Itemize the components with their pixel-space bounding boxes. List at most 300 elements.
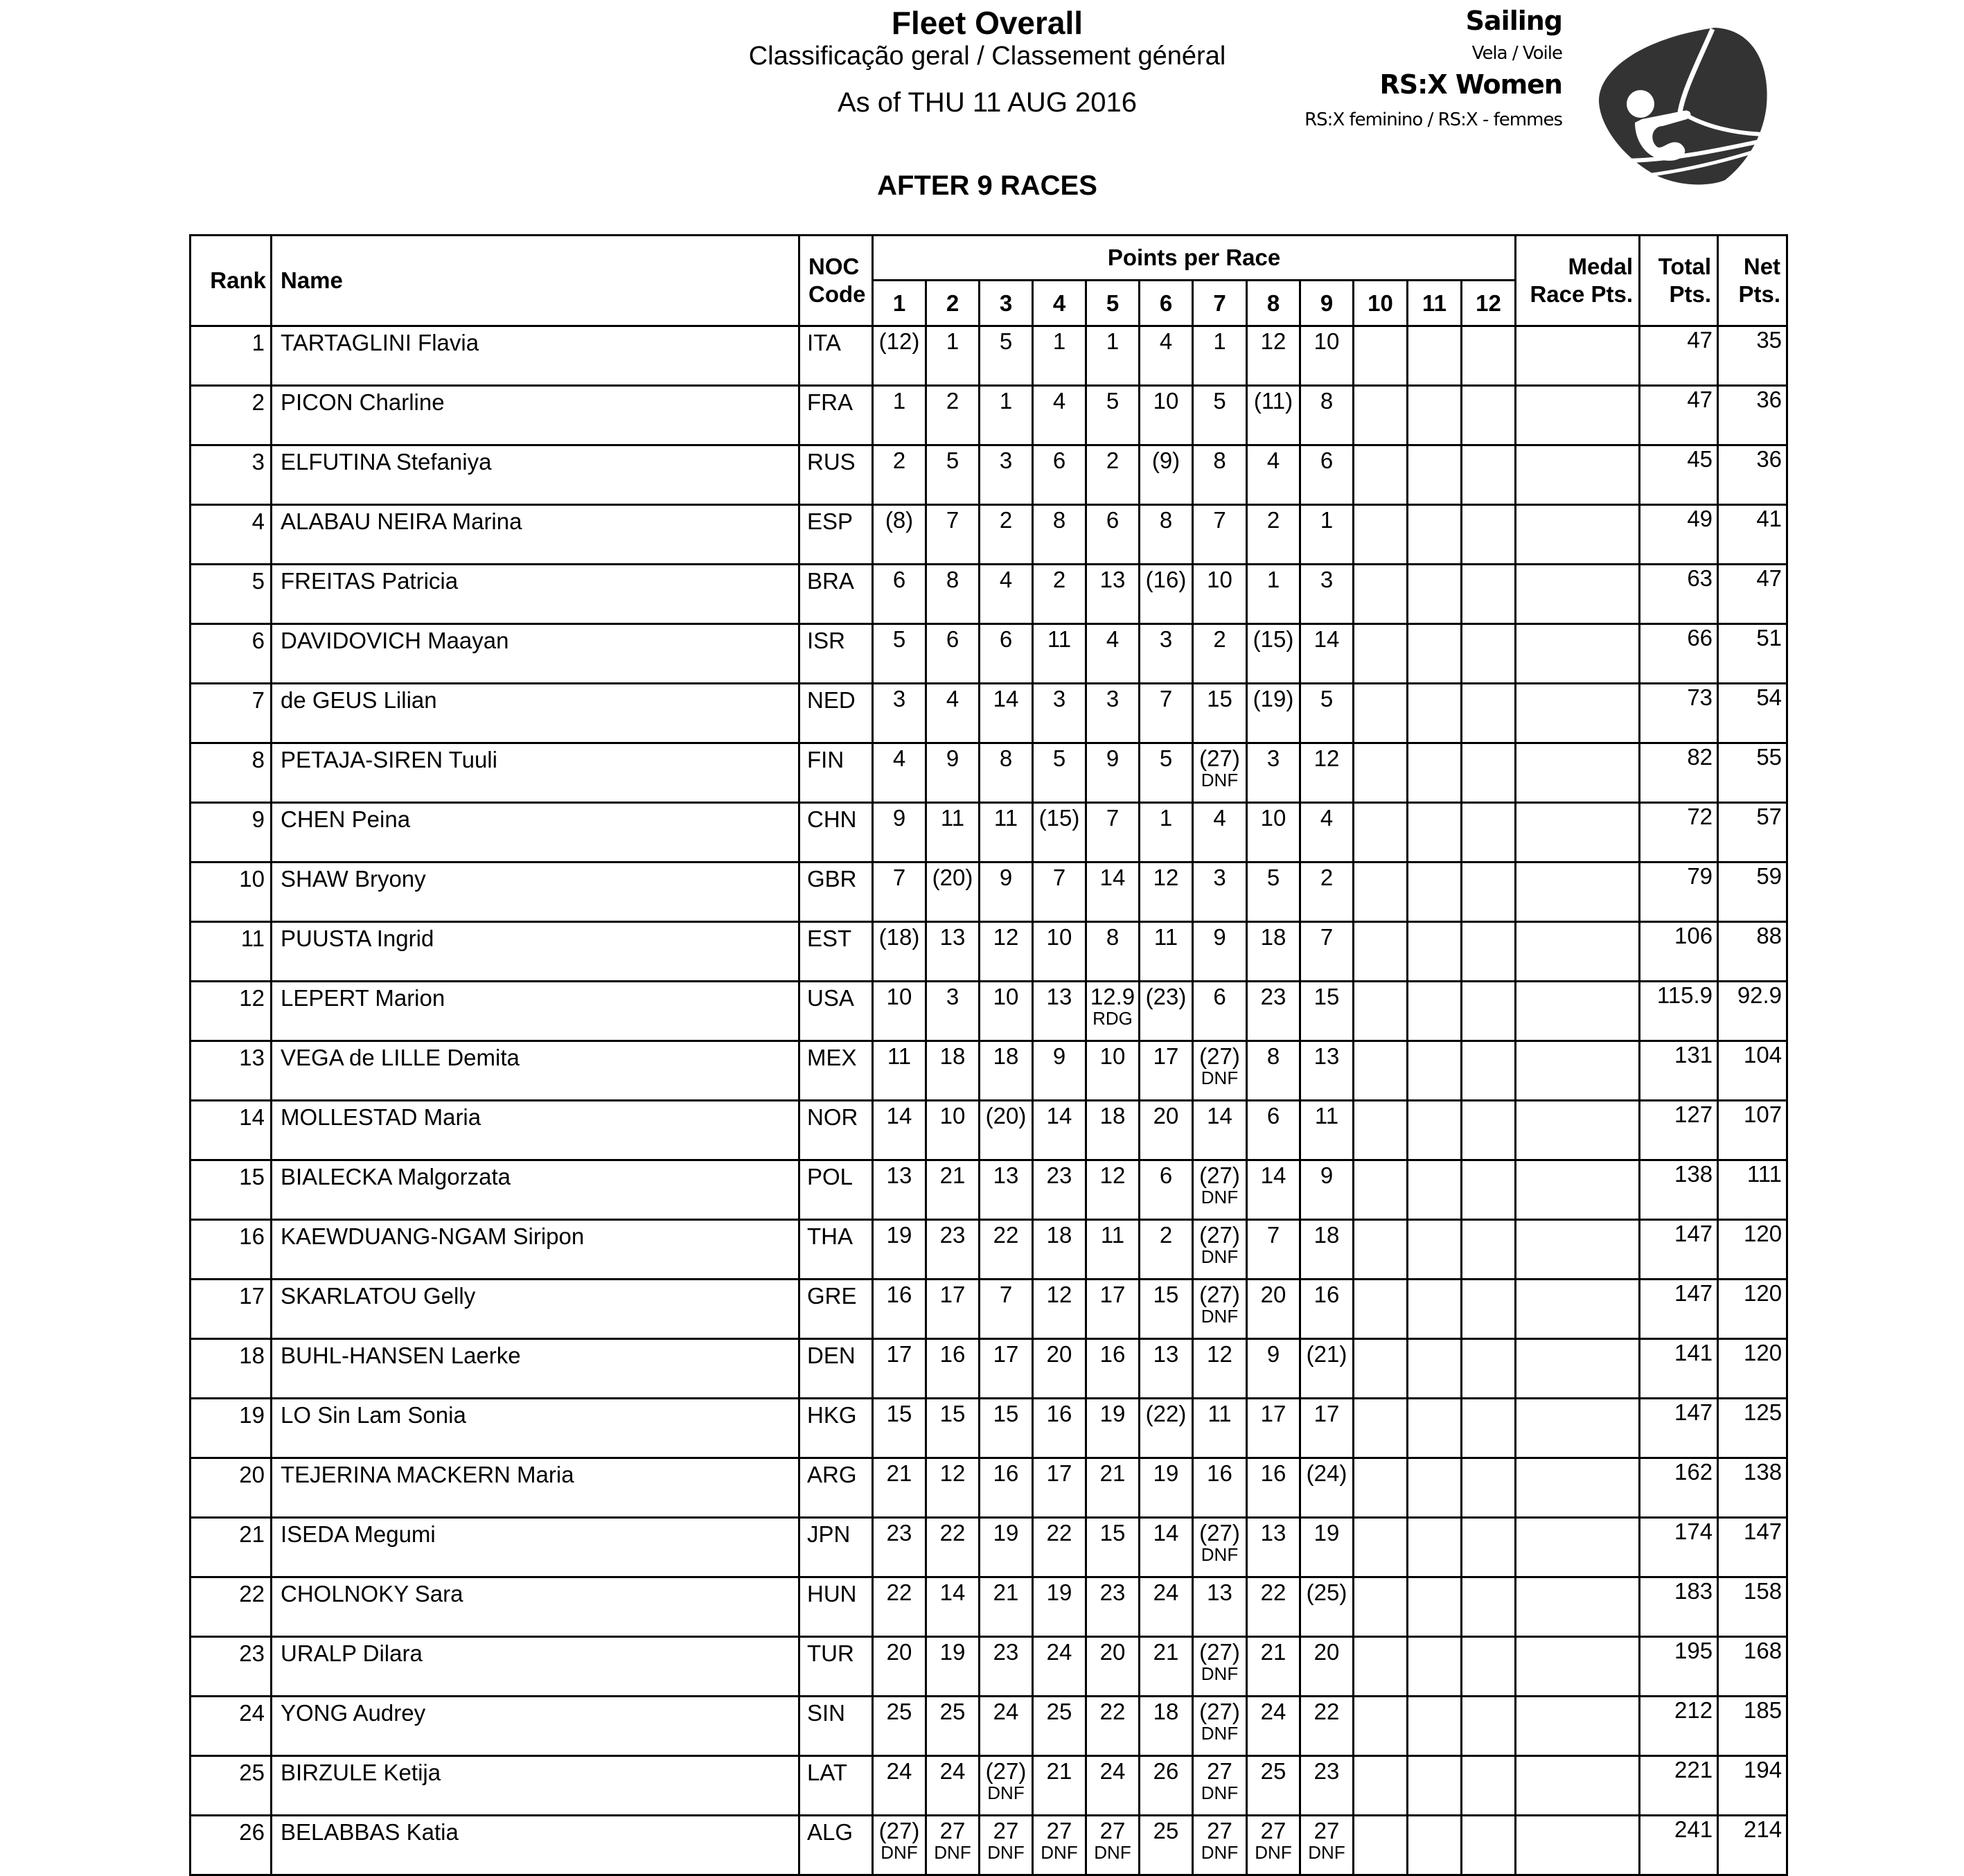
race-points: 8 xyxy=(1266,1043,1280,1069)
race-points: 10 xyxy=(1153,388,1179,414)
noc-cell: DEN xyxy=(799,1339,873,1399)
race-points-cell xyxy=(1033,565,1086,624)
race-points-cell xyxy=(1300,1220,1354,1280)
race-points: (27) xyxy=(1199,1639,1240,1665)
total-points-cell: 63 xyxy=(1640,565,1718,624)
race-points: 18 xyxy=(1046,1222,1072,1248)
race-points: 4 xyxy=(946,686,959,711)
race-points: 24 xyxy=(1046,1639,1072,1665)
medal-race-cell xyxy=(1516,1399,1640,1458)
page-subtitle: Classificação geral / Classement général xyxy=(748,42,1226,71)
race-points-cell xyxy=(1140,1637,1193,1697)
medal-race-cell xyxy=(1516,624,1640,684)
race-points-cell xyxy=(980,386,1033,445)
penalty-code: DNF xyxy=(987,1782,1025,1803)
total-points-cell: 49 xyxy=(1640,505,1718,565)
race-points: 11 xyxy=(1153,924,1178,950)
rank-cell: 4 xyxy=(191,505,272,565)
net-points-cell: 104 xyxy=(1718,1041,1787,1101)
race-points: 8 xyxy=(1106,924,1120,950)
total-points-cell: 141 xyxy=(1640,1339,1718,1399)
race-points: 18 xyxy=(939,1043,966,1069)
race-points-cell xyxy=(1462,565,1516,624)
race-points-cell xyxy=(1247,684,1300,743)
name-cell: ISEDA Megumi xyxy=(272,1518,799,1577)
race-points-cell xyxy=(980,743,1033,803)
race-points-cell xyxy=(1408,803,1462,862)
race-points-cell xyxy=(1408,624,1462,684)
race-points-cell xyxy=(1408,445,1462,505)
rank-cell: 10 xyxy=(191,862,272,922)
net-points-cell: 54 xyxy=(1718,684,1787,743)
medal-race-cell xyxy=(1516,445,1640,505)
race-points-cell xyxy=(1408,386,1462,445)
race-points-cell xyxy=(1247,1339,1300,1399)
race-points: 22 xyxy=(939,1520,966,1546)
rank-cell: 19 xyxy=(191,1399,272,1458)
race-points-cell xyxy=(1033,684,1086,743)
race-points-cell xyxy=(1462,1041,1516,1101)
race-points: 15 xyxy=(886,1401,912,1426)
race-points-cell xyxy=(1086,386,1140,445)
col-header-race-5: 5 xyxy=(1086,281,1140,326)
race-points-cell xyxy=(1462,803,1516,862)
race-points: (27) xyxy=(1199,1282,1240,1307)
noc-cell: LAT xyxy=(799,1756,873,1816)
race-points: 14 xyxy=(993,686,1019,711)
race-points: 14 xyxy=(886,1103,912,1129)
race-points: 2 xyxy=(1213,626,1226,652)
race-points-cell xyxy=(1140,743,1193,803)
race-points: 20 xyxy=(886,1639,912,1665)
race-points-cell xyxy=(1033,862,1086,922)
race-points: 7 xyxy=(1052,865,1066,890)
race-points-cell xyxy=(1140,326,1193,386)
noc-cell: EST xyxy=(799,922,873,982)
race-points-cell xyxy=(1408,862,1462,922)
name-cell: de GEUS Lilian xyxy=(272,684,799,743)
table-row xyxy=(191,386,1787,445)
as-of-date: As of THU 11 AUG 2016 xyxy=(837,87,1138,118)
race-points-cell xyxy=(980,1697,1033,1756)
table-row xyxy=(191,505,1787,565)
race-points-cell xyxy=(926,1280,980,1339)
event-translation: RS:X feminino / RS:X - femmes xyxy=(1304,109,1562,130)
penalty-code: DNF xyxy=(1201,1187,1239,1207)
total-points-cell: 147 xyxy=(1640,1399,1718,1458)
race-points: (27) xyxy=(1199,1162,1240,1188)
race-points: (23) xyxy=(1145,984,1187,1009)
race-points: 22 xyxy=(886,1579,912,1605)
race-points: (9) xyxy=(1151,448,1180,473)
medal-race-cell xyxy=(1516,922,1640,982)
rank-cell: 25 xyxy=(191,1756,272,1816)
penalty-code: DNF xyxy=(1201,1842,1239,1863)
race-points: 10 xyxy=(939,1103,966,1129)
race-points-cell xyxy=(1300,803,1354,862)
medal-race-cell xyxy=(1516,1220,1640,1280)
race-points: 27 xyxy=(1207,1818,1232,1843)
race-points-cell xyxy=(1086,505,1140,565)
table-row xyxy=(191,803,1787,862)
race-points-cell xyxy=(1086,1697,1140,1756)
name-cell: CHEN Peina xyxy=(272,803,799,862)
race-points-cell xyxy=(873,1339,926,1399)
race-points: 21 xyxy=(993,1579,1019,1605)
race-points: 20 xyxy=(1046,1341,1072,1367)
race-points-cell xyxy=(1193,1339,1247,1399)
name-cell: BELABBAS Katia xyxy=(272,1816,799,1875)
race-points-cell xyxy=(1462,1756,1516,1816)
race-points: (27) xyxy=(1199,1520,1240,1546)
race-points: 14 xyxy=(1046,1103,1072,1129)
total-points-cell: 47 xyxy=(1640,386,1718,445)
race-points-cell xyxy=(1408,1518,1462,1577)
noc-cell: CHN xyxy=(799,803,873,862)
race-points-cell xyxy=(1300,445,1354,505)
race-points-cell xyxy=(1193,445,1247,505)
race-points-cell xyxy=(926,862,980,922)
race-points: 20 xyxy=(1260,1282,1286,1307)
race-points-cell xyxy=(926,1577,980,1637)
race-points: (27) xyxy=(1199,745,1240,771)
penalty-code: DNF xyxy=(1201,1306,1239,1327)
race-points-cell xyxy=(980,1637,1033,1697)
race-points-cell xyxy=(1086,743,1140,803)
race-points: 13 xyxy=(993,1162,1019,1188)
race-points-cell xyxy=(1408,1816,1462,1875)
race-points: 7 xyxy=(1266,1222,1280,1248)
race-points-cell xyxy=(1140,1160,1193,1220)
race-points-cell xyxy=(1086,1220,1140,1280)
race-points: 10 xyxy=(1260,805,1286,831)
race-points: 23 xyxy=(939,1222,966,1248)
race-points: 4 xyxy=(1159,328,1173,354)
race-points: 21 xyxy=(939,1162,966,1188)
rank-cell: 6 xyxy=(191,624,272,684)
race-points: (27) xyxy=(1199,1699,1240,1724)
race-points: 7 xyxy=(892,865,906,890)
race-points: (25) xyxy=(1306,1579,1347,1605)
race-points-cell xyxy=(1408,565,1462,624)
col-header-race-10: 10 xyxy=(1354,281,1408,326)
table-row xyxy=(191,982,1787,1041)
col-header-rank: Rank xyxy=(191,236,272,326)
penalty-code: DNF xyxy=(1094,1842,1131,1863)
race-points-cell xyxy=(1086,1756,1140,1816)
race-points-cell xyxy=(1247,445,1300,505)
race-points: 1 xyxy=(1159,805,1173,831)
race-points: (27) xyxy=(985,1758,1027,1784)
race-points-cell xyxy=(1300,684,1354,743)
race-points-cell xyxy=(1354,1816,1408,1875)
race-points-cell xyxy=(1354,982,1408,1041)
race-points: 11 xyxy=(887,1043,912,1069)
race-points-cell xyxy=(873,803,926,862)
race-points-cell xyxy=(1033,1816,1086,1875)
race-points: 2 xyxy=(999,507,1013,533)
total-points-cell: 138 xyxy=(1640,1160,1718,1220)
race-points-cell xyxy=(1408,1160,1462,1220)
table-row xyxy=(191,1160,1787,1220)
total-points-cell: 131 xyxy=(1640,1041,1718,1101)
medal-race-cell xyxy=(1516,1160,1640,1220)
table-row xyxy=(191,1399,1787,1458)
col-header-noc xyxy=(799,236,873,326)
name-cell: FREITAS Patricia xyxy=(272,565,799,624)
race-points-cell xyxy=(980,1458,1033,1518)
table-row xyxy=(191,624,1787,684)
race-points: 6 xyxy=(946,626,959,652)
race-points-cell xyxy=(1354,1756,1408,1816)
race-points-cell xyxy=(1140,1816,1193,1875)
race-points: 13 xyxy=(1313,1043,1340,1069)
race-points-cell xyxy=(980,565,1033,624)
race-points-cell xyxy=(1462,386,1516,445)
col-header-race-6: 6 xyxy=(1140,281,1193,326)
medal-race-cell xyxy=(1516,1518,1640,1577)
race-points-cell xyxy=(1247,1101,1300,1160)
race-points: 11 xyxy=(1047,626,1072,652)
race-points: 14 xyxy=(1313,626,1340,652)
medal-race-cell xyxy=(1516,1280,1640,1339)
race-points: (8) xyxy=(885,507,914,533)
rank-cell: 16 xyxy=(191,1220,272,1280)
race-points: 24 xyxy=(886,1758,912,1784)
race-points-cell xyxy=(1033,1756,1086,1816)
race-points-cell xyxy=(1086,624,1140,684)
race-points-cell xyxy=(1462,1816,1516,1875)
race-points: (24) xyxy=(1306,1460,1347,1486)
race-points-cell xyxy=(1247,1577,1300,1637)
race-points-cell xyxy=(1408,922,1462,982)
race-points-cell xyxy=(926,1697,980,1756)
net-points-cell: 92.9 xyxy=(1718,982,1787,1041)
name-cell: LO Sin Lam Sonia xyxy=(272,1399,799,1458)
race-points-cell xyxy=(1140,922,1193,982)
noc-cell: RUS xyxy=(799,445,873,505)
col-header-total xyxy=(1640,236,1718,326)
race-points: 1 xyxy=(1266,567,1280,592)
medal-line2: Race Pts. xyxy=(1530,281,1634,307)
race-points: 15 xyxy=(939,1401,966,1426)
race-points-cell xyxy=(1033,1577,1086,1637)
race-points-cell xyxy=(1033,1101,1086,1160)
total-points-cell: 183 xyxy=(1640,1577,1718,1637)
race-points: 25 xyxy=(1153,1818,1179,1843)
table-row xyxy=(191,684,1787,743)
race-points-cell xyxy=(1354,1697,1408,1756)
race-points-cell xyxy=(873,1756,926,1816)
rank-cell: 23 xyxy=(191,1637,272,1697)
race-points: 16 xyxy=(1260,1460,1286,1486)
race-points: (11) xyxy=(1253,388,1293,414)
noc-cell: MEX xyxy=(799,1041,873,1101)
name-cell: LEPERT Marion xyxy=(272,982,799,1041)
race-points: 8 xyxy=(1052,507,1066,533)
race-points: 5 xyxy=(999,328,1013,354)
race-points-cell xyxy=(980,1280,1033,1339)
race-points-cell xyxy=(1354,1637,1408,1697)
race-points: 19 xyxy=(993,1520,1019,1546)
race-points: (15) xyxy=(1253,626,1294,652)
race-points-cell xyxy=(1033,1697,1086,1756)
race-points: 19 xyxy=(1099,1401,1126,1426)
table-row xyxy=(191,1220,1787,1280)
race-points-cell xyxy=(1354,565,1408,624)
race-points: 3 xyxy=(1052,686,1066,711)
rank-cell: 17 xyxy=(191,1280,272,1339)
total-points-cell: 212 xyxy=(1640,1697,1718,1756)
race-points-cell xyxy=(980,326,1033,386)
race-points-cell xyxy=(926,922,980,982)
race-points-cell xyxy=(1193,1101,1247,1160)
race-points: 10 xyxy=(1313,328,1340,354)
sport-translation: Vela / Voile xyxy=(1471,43,1562,64)
penalty-code: DNF xyxy=(1201,770,1239,790)
net-points-cell: 35 xyxy=(1718,326,1787,386)
race-points: 2 xyxy=(1266,507,1280,533)
noc-line2: Code xyxy=(808,281,866,307)
noc-cell: SIN xyxy=(799,1697,873,1756)
total-points-cell: 45 xyxy=(1640,445,1718,505)
race-points: 15 xyxy=(993,1401,1019,1426)
race-points-cell xyxy=(873,1101,926,1160)
race-points-cell xyxy=(1354,1339,1408,1399)
race-points-cell xyxy=(1033,1220,1086,1280)
name-cell: KAEWDUANG-NGAM Siripon xyxy=(272,1220,799,1280)
rank-cell: 26 xyxy=(191,1816,272,1875)
race-points-cell xyxy=(1408,1041,1462,1101)
race-points: 21 xyxy=(1046,1758,1072,1784)
race-points: 10 xyxy=(1207,567,1232,592)
race-points-cell xyxy=(1408,1458,1462,1518)
race-points: 17 xyxy=(939,1282,966,1307)
after-races-heading: AFTER 9 RACES xyxy=(877,170,1097,201)
race-points: 14 xyxy=(1207,1103,1232,1129)
race-points-cell xyxy=(1408,1399,1462,1458)
net-points-cell: 111 xyxy=(1718,1160,1787,1220)
race-points-cell xyxy=(980,1101,1033,1160)
race-points-cell xyxy=(1354,684,1408,743)
net-points-cell: 59 xyxy=(1718,862,1787,922)
race-points: 15 xyxy=(1099,1520,1126,1546)
medal-race-cell xyxy=(1516,1577,1640,1637)
total-points-cell: 147 xyxy=(1640,1280,1718,1339)
race-points: 10 xyxy=(1046,924,1072,950)
race-points-cell xyxy=(1033,1160,1086,1220)
race-points-cell xyxy=(1086,565,1140,624)
net-points-cell: 41 xyxy=(1718,505,1787,565)
total-points-cell: 106 xyxy=(1640,922,1718,982)
race-points-cell xyxy=(1247,1399,1300,1458)
race-points-cell xyxy=(873,1399,926,1458)
race-points: 18 xyxy=(993,1043,1019,1069)
name-cell: DAVIDOVICH Maayan xyxy=(272,624,799,684)
net-points-cell: 168 xyxy=(1718,1637,1787,1697)
race-points-cell xyxy=(1193,624,1247,684)
race-points: (27) xyxy=(878,1818,920,1843)
race-points: 27 xyxy=(1046,1818,1072,1843)
race-points-cell xyxy=(1462,1458,1516,1518)
race-points-cell xyxy=(873,1041,926,1101)
noc-line1: NOC xyxy=(808,254,860,279)
race-points-cell xyxy=(873,862,926,922)
race-points-cell xyxy=(1140,1399,1193,1458)
noc-cell: ALG xyxy=(799,1816,873,1875)
race-points: 24 xyxy=(1099,1758,1126,1784)
name-cell: MOLLESTAD Maria xyxy=(272,1101,799,1160)
medal-race-cell xyxy=(1516,565,1640,624)
name-cell: TEJERINA MACKERN Maria xyxy=(272,1458,799,1518)
rank-cell: 11 xyxy=(191,922,272,982)
race-points: 12.9 xyxy=(1090,984,1135,1009)
net-points-cell: 120 xyxy=(1718,1220,1787,1280)
race-points-cell xyxy=(1140,565,1193,624)
race-points-cell xyxy=(1300,326,1354,386)
race-points: 14 xyxy=(1153,1520,1179,1546)
race-points: (22) xyxy=(1145,1401,1187,1426)
race-points-cell xyxy=(1354,922,1408,982)
noc-cell: ITA xyxy=(799,326,873,386)
net-points-cell: 185 xyxy=(1718,1697,1787,1756)
race-points-cell xyxy=(926,1101,980,1160)
race-points-cell xyxy=(1140,1339,1193,1399)
penalty-code: DNF xyxy=(1201,1663,1239,1684)
rank-cell: 3 xyxy=(191,445,272,505)
race-points-cell xyxy=(1033,1399,1086,1458)
race-points-cell xyxy=(1354,505,1408,565)
race-points-cell xyxy=(1140,505,1193,565)
race-points-cell xyxy=(1086,1101,1140,1160)
race-points-cell xyxy=(873,684,926,743)
name-cell: URALP Dilara xyxy=(272,1637,799,1697)
penalty-code: RDG xyxy=(1092,1008,1133,1029)
race-points: 27 xyxy=(939,1818,966,1843)
race-points-cell xyxy=(1193,1041,1247,1101)
table-row xyxy=(191,1101,1787,1160)
race-points: (12) xyxy=(878,328,920,354)
penalty-code: DNF xyxy=(1201,1068,1239,1088)
race-points: 13 xyxy=(1153,1341,1179,1367)
race-points-cell xyxy=(1086,326,1140,386)
race-points-cell xyxy=(926,1637,980,1697)
table-row xyxy=(191,1637,1787,1697)
race-points-cell xyxy=(980,1160,1033,1220)
rank-cell: 15 xyxy=(191,1160,272,1220)
race-points: 6 xyxy=(1320,448,1334,473)
race-points-cell xyxy=(1247,624,1300,684)
table-row xyxy=(191,1339,1787,1399)
total-line2: Pts. xyxy=(1669,281,1712,307)
race-points-cell xyxy=(1033,1458,1086,1518)
total-points-cell: 72 xyxy=(1640,803,1718,862)
total-points-cell: 79 xyxy=(1640,862,1718,922)
race-points: 4 xyxy=(999,567,1013,592)
race-points-cell xyxy=(1247,862,1300,922)
race-points: 13 xyxy=(1046,984,1072,1009)
race-points-cell xyxy=(1086,445,1140,505)
race-points-cell xyxy=(873,1697,926,1756)
race-points: 8 xyxy=(1159,507,1173,533)
race-points-cell xyxy=(1247,505,1300,565)
noc-cell: POL xyxy=(799,1160,873,1220)
name-cell: YONG Audrey xyxy=(272,1697,799,1756)
name-cell: ELFUTINA Stefaniya xyxy=(272,445,799,505)
race-points-cell xyxy=(1086,1041,1140,1101)
rank-cell: 9 xyxy=(191,803,272,862)
table-row xyxy=(191,1280,1787,1339)
